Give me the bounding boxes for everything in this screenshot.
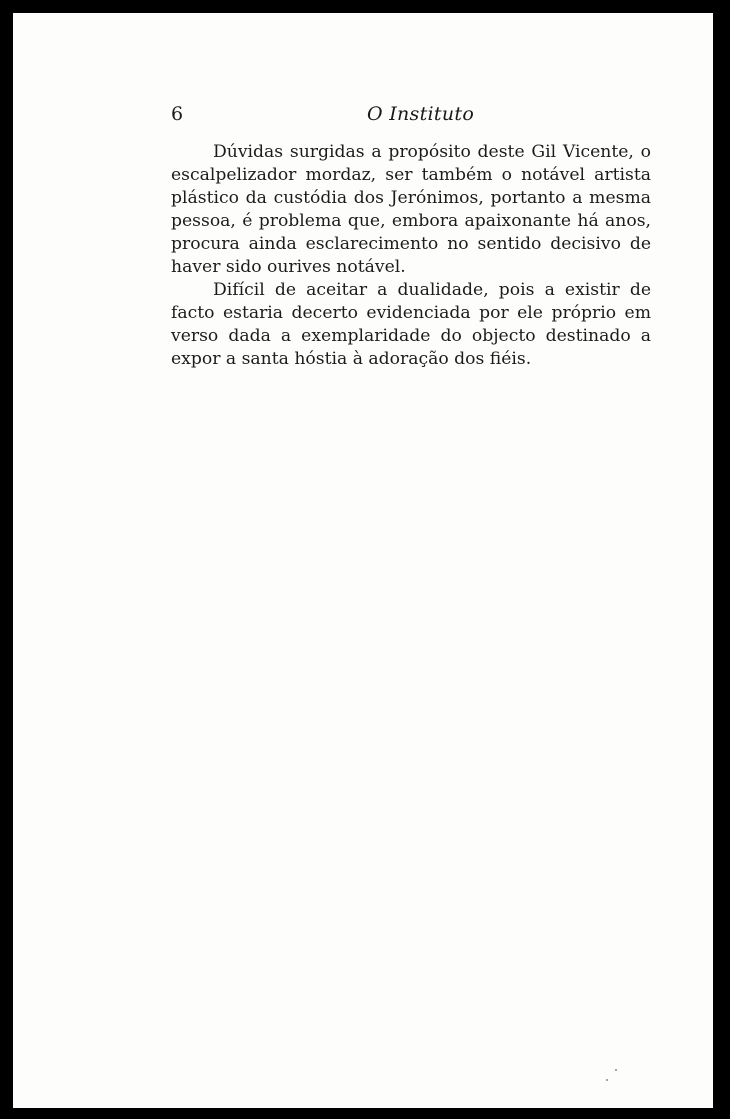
page-header <box>171 103 663 129</box>
scan-speck <box>615 1069 617 1071</box>
paragraph: Dúvidas surgidas a propósito deste Gil Vicente, o escalpelizador mordaz, ser também o notável artista plástico da custódia dos Jerónimos, portanto a mesma pessoa, é problema que, embora apaixonante há anos, procura ainda esclarecimento no sentido decisivo de haver sido ourives notável. <box>171 142 651 277</box>
page-number: 6 <box>171 103 184 125</box>
scan-speck <box>606 1079 608 1081</box>
body-text <box>171 141 651 371</box>
running-title: O Instituto <box>367 103 475 125</box>
paragraph: Difícil de aceitar a dualidade, pois a existir de facto estaria decerto evidenciada por ele próprio em verso dada a exemplaridade do objecto destinado a expor a santa hóstia à adoração dos fiéis. <box>171 280 651 369</box>
document-page <box>13 13 713 1108</box>
